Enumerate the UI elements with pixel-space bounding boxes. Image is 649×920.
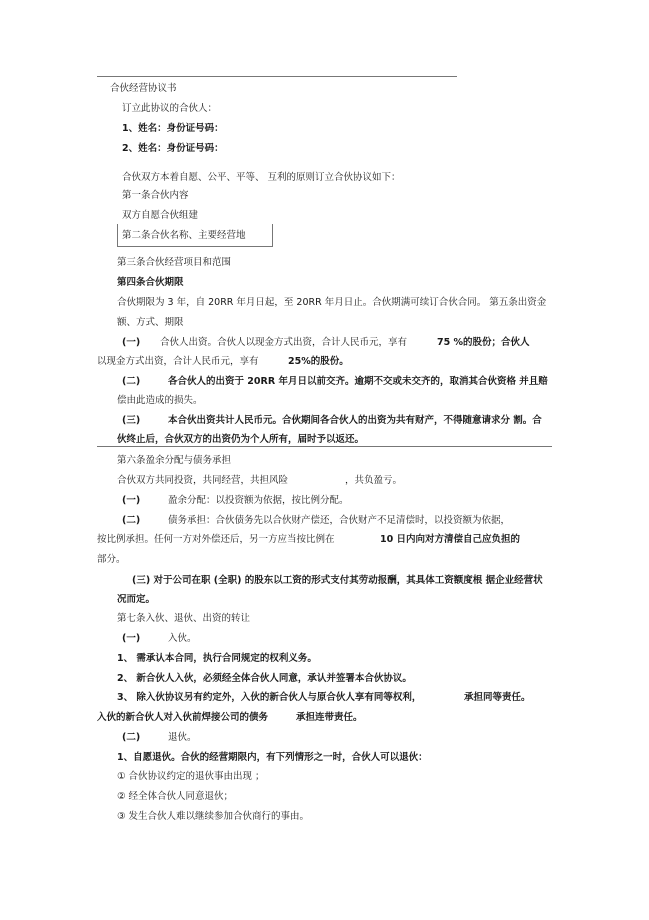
box-right-border	[272, 224, 273, 247]
principles-line: 合伙双方本着自愿、公平、平等、 互利的原则订立合伙协议如下：	[122, 172, 401, 183]
document-title: 合伙经营协议书	[110, 83, 177, 94]
section-5-3-text: 本合伙出资共计人民币元。合伙期间各合伙人的出资为共有财产，不得随意请求分 割。合	[168, 415, 542, 426]
section-6-2-text-3: 10 日内向对方清偿自己应负担的	[380, 534, 521, 545]
section-7-1-item-3-line-2: 入伙的新合伙人对入伙前焊接公司的债务	[97, 712, 269, 723]
partners-intro: 订立此协议的合伙人：	[122, 103, 218, 114]
section-5-3-number: (三)	[122, 415, 141, 426]
section-6-1-text: 盈余分配：以投资额为依据，按比例分配。	[168, 495, 349, 506]
section-7-1-item-1: 1、 需承认本合同，执行合同规定的权利义务。	[117, 653, 317, 664]
article-2-title: 第二条合伙名称、主要经营地	[122, 230, 246, 241]
section-7-1-heading: 入伙。	[168, 633, 197, 644]
box-bottom-border	[117, 246, 273, 247]
section-6-2-text-4: 部分。	[97, 554, 126, 565]
section-divider	[97, 446, 552, 447]
article-6-title: 第六条盈余分配与债务承担	[117, 455, 232, 466]
section-6-2-number: (二)	[122, 515, 141, 526]
partner-1-line: 1、姓名：身份证号码：	[122, 123, 224, 134]
section-6-2-text: 债务承担：合伙债务先以合伙财产偿还，合伙财产不足清偿时，以投资额为依据，	[168, 515, 511, 526]
article-3-title: 第三条合伙经营项目和范围	[117, 257, 232, 268]
withdrawal-condition-3: ③ 发生合伙人难以继续参加合伙商行的事由。	[117, 811, 310, 822]
section-7-1-number: (一)	[122, 633, 141, 644]
section-6-2-text-2: 按比例承担。任何一方对外偿还后，另一方应当按比例在	[97, 534, 335, 545]
article-4-title: 第四条合伙期限	[117, 277, 184, 288]
section-5-2-text: 各合伙人的出资于 20RR 年月日以前交齐。逾期不交或未交齐的，取消其合伙资格 并且赔	[168, 376, 548, 387]
section-5-2-number: (二)	[122, 376, 141, 387]
section-6-3-text: (三) 对于公司在职 (全职) 的股东以工资的形式支付其劳动报酬，其具体工资额度根 据企业经营状	[132, 575, 543, 586]
section-5-2-text-2: 偿由此造成的损失。	[117, 395, 203, 406]
section-7-2-item-1: 1、自愿退伙。合伙的经营期限内，有下列情形之一时，合伙人可以退伙：	[117, 752, 428, 763]
section-7-2-heading: 退伙。	[168, 732, 197, 743]
article-6-body: 合伙双方共同投资，共同经营，共担风险	[117, 475, 289, 486]
section-7-1-item-3-line-2-cont: 承担连带责任。	[296, 712, 363, 723]
section-5-3-text-2: 伙终止后，合伙双方的出资仍为个人所有，届时予以返还。	[117, 434, 365, 445]
article-7-title: 第七条入伙、退伙、出资的转让	[117, 613, 251, 624]
article-1-title: 第一条合伙内容	[122, 190, 189, 201]
section-6-3-text-2: 况而定。	[117, 594, 156, 605]
article-5-title-cont: 额、方式、期限	[117, 317, 184, 328]
partner-2-line: 2、姓名：身份证号码：	[122, 143, 224, 154]
article-6-body-2: ，共负盈亏。	[345, 475, 403, 486]
section-7-1-item-2: 2、 新合伙人入伙，必须经全体合伙人同意，承认并签署本合伙协议。	[117, 673, 412, 684]
section-5-1-number: (一)	[122, 337, 141, 348]
article-1-body: 双方自愿合伙组建	[122, 210, 199, 221]
article-4-body: 合伙期限为 3 年，自 20RR 年月日起，至 20RR 年月日止。合伙期满可续订合伙合同。 第五条出资金	[117, 297, 547, 308]
section-5-1-text-2: 以现金方式出资，合计人民币元，享有	[97, 356, 259, 367]
section-5-1-text: 合伙人出资。合伙人以现金方式出资，合计人民币元，享有	[160, 337, 408, 348]
section-6-1-number: (一)	[122, 495, 141, 506]
top-rule	[97, 76, 457, 77]
box-left-border	[117, 224, 118, 247]
section-5-1-share: 75 %的股份；合伙人	[437, 337, 530, 348]
withdrawal-condition-2: ② 经全体合伙人同意退伙；	[117, 791, 234, 802]
section-7-1-item-3: 3、 除入伙协议另有约定外，入伙的新合伙人与原合伙人享有同等权利，	[117, 692, 422, 703]
section-7-1-item-3-cont: 承担同等责任。	[464, 692, 531, 703]
withdrawal-condition-1: ① 合伙协议约定的退伙事由出现 ；	[117, 771, 265, 782]
section-7-2-number: (二)	[122, 732, 141, 743]
section-5-1-share-2: 25%的股份。	[288, 356, 349, 367]
